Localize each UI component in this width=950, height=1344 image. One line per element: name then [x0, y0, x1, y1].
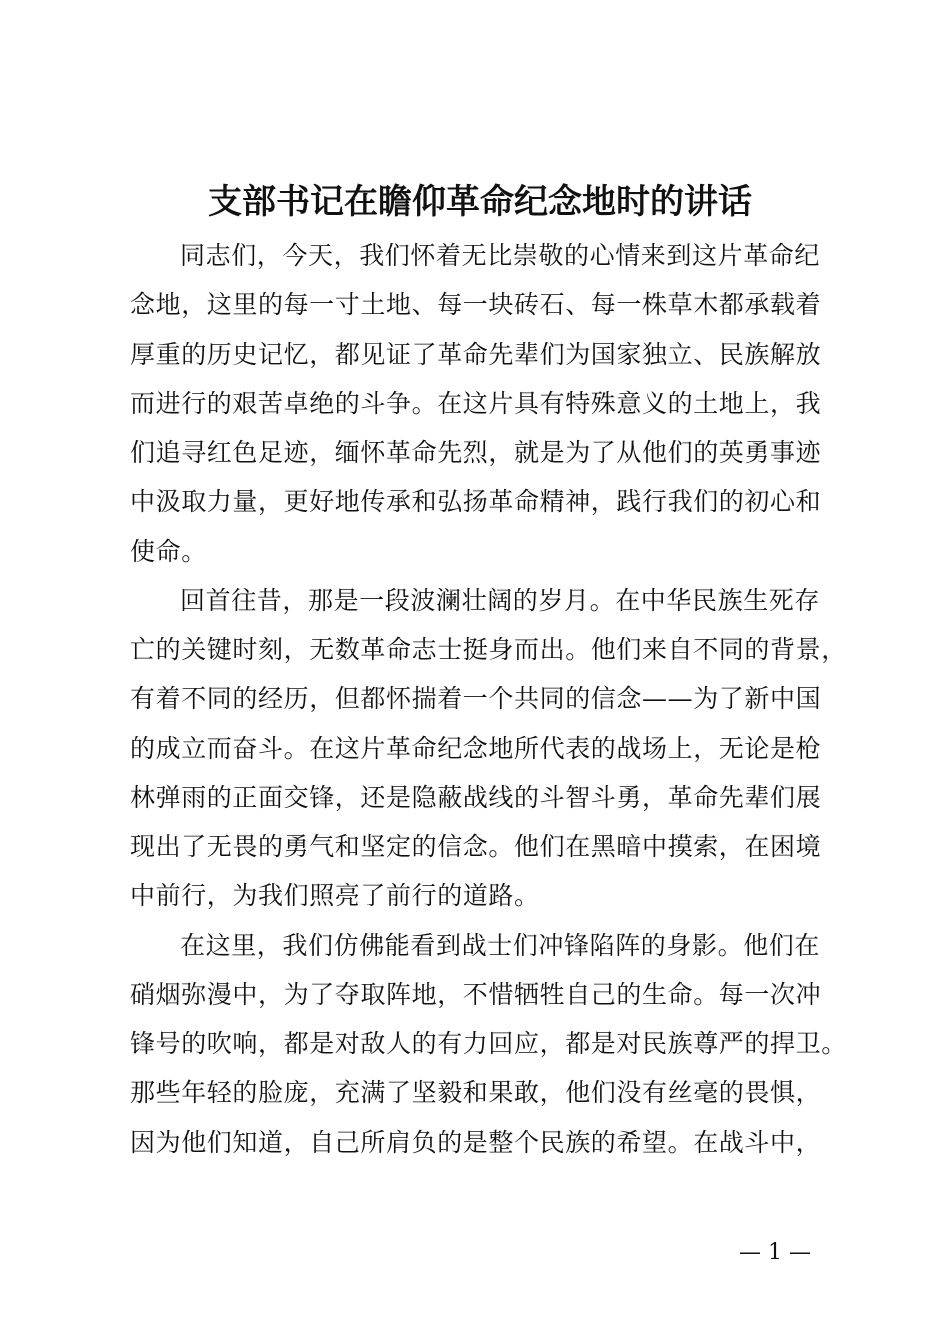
- paragraph-3-line: 在这里，我们仿佛能看到战士们冲锋陷阵的身影。他们在: [180, 930, 821, 960]
- paragraph-2-line: 回首往昔，那是一段波澜壮阔的岁月。在中华民族生死存: [180, 585, 821, 615]
- paragraph-2-line: 的成立而奋斗。在这片革命纪念地所代表的战场上，无论是枪: [130, 733, 822, 763]
- paragraph-2-line: 中前行，为我们照亮了前行的道路。: [130, 881, 540, 911]
- paragraph-2-line: 有着不同的经历，但都怀揣着一个共同的信念——为了新中国: [130, 684, 822, 714]
- paragraph-1-line: 念地，这里的每一寸土地、每一块砖石、每一株草木都承载着: [130, 290, 822, 320]
- paragraph-2-line: 现出了无畏的勇气和坚定的信念。他们在黑暗中摸索，在困境: [130, 832, 822, 861]
- paragraph-2-line: 林弹雨的正面交锋，还是隐蔽战线的斗智斗勇，革命先辈们展: [130, 782, 822, 812]
- paragraph-1-line: 们追寻红色足迹，缅怀革命先烈，就是为了从他们的英勇事迹: [130, 438, 822, 467]
- paragraph-1-line: 而进行的艰苦卓绝的斗争。在这片具有特殊意义的土地上，我: [130, 388, 822, 418]
- page-number: — 1 —: [739, 1240, 811, 1265]
- paragraph-1-line: 中汲取力量，更好地传承和弘扬革命精神，践行我们的初心和: [130, 487, 822, 517]
- document-title: 支部书记在瞻仰革命纪念地时的讲话: [208, 182, 752, 222]
- paragraph-3-line: 锋号的吹响，都是对敌人的有力回应，都是对民族尊严的捍卫。: [130, 1029, 847, 1058]
- paragraph-3-line: 因为他们知道，自己所肩负的是整个民族的希望。在战斗中，: [130, 1127, 822, 1157]
- paragraph-1-line: 厚重的历史记忆，都见证了革命先辈们为国家独立、民族解放: [130, 339, 822, 369]
- paragraph-2-line: 亡的关键时刻，无数革命志士挺身而出。他们来自不同的背景，: [130, 635, 847, 664]
- paragraph-3-line: 硝烟弥漫中，为了夺取阵地，不惜牺牲自己的生命。每一次冲: [130, 979, 822, 1009]
- paragraph-3-line: 那些年轻的脸庞，充满了坚毅和果敢，他们没有丝毫的畏惧，: [130, 1078, 822, 1108]
- paragraph-1-line: 使命。: [130, 536, 207, 566]
- document-body: [130, 231, 847, 1167]
- paragraph-1-line: 同志们，今天，我们怀着无比崇敬的心情来到这片革命纪: [180, 241, 821, 270]
